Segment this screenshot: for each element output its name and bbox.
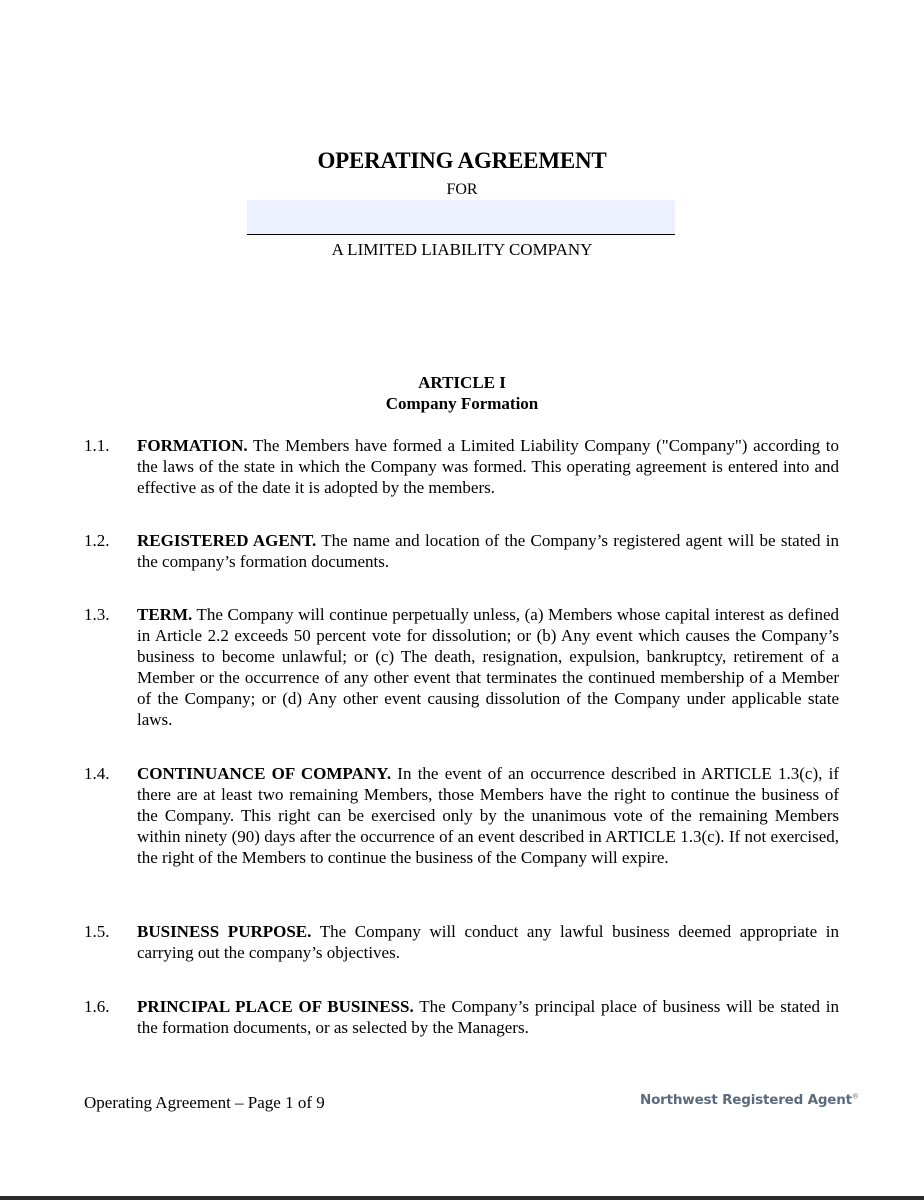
- section-text: The name and location of the Company’s registered agent will be stated in the company’s formation documents.: [137, 531, 840, 571]
- section-text: The Company’s principal place of business will be stated in the formation documents, or as selected by the Managers.: [137, 997, 839, 1037]
- section-heading: BUSINESS PURPOSE.: [137, 922, 312, 941]
- section-body: [137, 435, 839, 498]
- registered-mark: ®: [851, 1092, 859, 1101]
- section-number: 1.3.: [84, 605, 110, 624]
- article-title: Company Formation: [385, 394, 539, 413]
- for-label: FOR: [446, 181, 478, 198]
- section-heading: PRINCIPAL PLACE OF BUSINESS.: [137, 997, 414, 1016]
- section-body: [137, 604, 839, 730]
- section-body: [137, 996, 839, 1038]
- section-body: [137, 763, 839, 868]
- section-text: The Company will conduct any lawful business deemed appropriate in carrying out the company’s objectives.: [137, 922, 839, 962]
- section-body: [137, 921, 839, 963]
- brand-name: Northwest Registered Agent: [640, 1092, 852, 1108]
- section-heading: FORMATION.: [137, 436, 248, 455]
- section-heading: CONTINUANCE OF COMPANY.: [137, 764, 392, 783]
- document-subtitle: A LIMITED LIABILITY COMPANY: [331, 240, 593, 259]
- section-body: [137, 530, 839, 572]
- company-name-field[interactable]: [247, 200, 675, 235]
- section-number: 1.2.: [84, 531, 110, 550]
- section-number: 1.4.: [84, 764, 110, 783]
- bottom-divider: [0, 1196, 924, 1200]
- brand-logo: [640, 1092, 859, 1108]
- article-number: ARTICLE I: [418, 373, 506, 392]
- section-number: 1.6.: [84, 997, 110, 1016]
- section-text: The Members have formed a Limited Liability Company ("Company") according to the laws of the state in which the Company was formed. This operating agreement is entered into and effective as of the date it is adopted by the members.: [137, 436, 839, 497]
- document-title: OPERATING AGREEMENT: [317, 148, 607, 173]
- section-heading: TERM.: [137, 605, 193, 624]
- section-text: The Company will continue perpetually unless, (a) Members whose capital interest as defined in Article 2.2 exceeds 50 percent vote for dissolution; or (b) Any event which causes the Company’s business to become unlawful; or (c) The death, resignation, expulsion, bankruptcy, retirement of a Member or the occurrence of any other event that terminates the continued membership of a Member of the Company; or (d) Any other event causing dissolution of the Company under applicable state laws.: [137, 605, 839, 729]
- section-number: 1.1.: [84, 436, 110, 455]
- article-heading: [0, 372, 924, 414]
- page-number-label: Operating Agreement – Page 1 of 9: [84, 1093, 325, 1112]
- section-number: 1.5.: [84, 922, 110, 941]
- section-heading: REGISTERED AGENT.: [137, 531, 317, 550]
- section-text: In the event of an occurrence described in ARTICLE 1.3(c), if there are at least two remaining Members, those Members have the right to continue the business of the Company. This right can be exercised only by the unanimous vote of the remaining Members within ninety (90) days after the occurrence of an event described in ARTICLE 1.3(c). If not exercised, the right of the Members to continue the business of the Company will expire.: [137, 764, 839, 867]
